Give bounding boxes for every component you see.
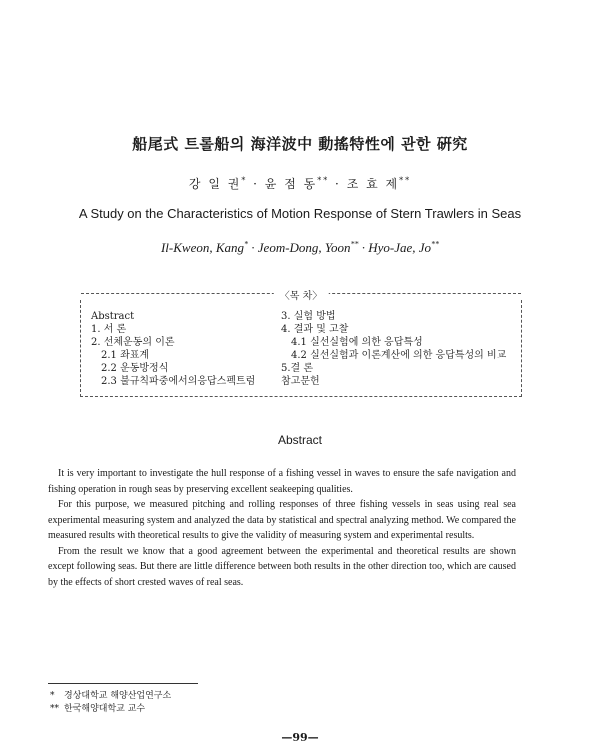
abstract-body xyxy=(48,466,516,590)
table-of-contents xyxy=(80,291,522,397)
abstract-paragraph: It is very important to investigate the hull response of a fishing vessel in waves to ensure the safe navigation and fishing operation in rough seas by preserving excellent seakeeping qualities. xyxy=(48,468,516,495)
toc-heading: 〈목 차〉 xyxy=(274,287,329,302)
toc-column-right xyxy=(281,310,506,388)
footnote-text: 한국해양대학교 교수 xyxy=(64,704,146,714)
author-separator: · xyxy=(253,177,259,191)
toc-entry: 2. 선체운동의 이론 xyxy=(91,337,175,348)
author-separator: · xyxy=(251,240,255,255)
footnote-mark: * xyxy=(50,691,55,701)
toc-entry: 4.2 실선실험과 이론계산에 의한 응답특성의 비교 xyxy=(291,350,507,361)
footnote xyxy=(50,690,171,703)
abstract-paragraph: From the result we know that a good agreement between the experimental and theoretical results are shown except following seas. But there are little difference between both results in the other direction too, which are caused by the effects of short crested waves of real seas. xyxy=(48,545,516,588)
toc-entry: Abstract xyxy=(91,311,135,322)
toc-entry: 4.1 실선실험에 의한 응답특성 xyxy=(291,337,423,348)
page-number: —99— xyxy=(281,731,319,744)
affiliation-mark: ** xyxy=(350,239,359,249)
author-name: Jeom-Dong, Yoon xyxy=(257,240,351,255)
author-name: 강 일 권 xyxy=(188,177,242,191)
author-separator: · xyxy=(335,177,341,191)
affiliation-mark: ** xyxy=(431,239,440,249)
author-name: 윤 점 동 xyxy=(264,177,318,191)
footnote-rule xyxy=(48,683,198,684)
footnote-mark: ** xyxy=(50,704,59,714)
toc-top-border xyxy=(81,291,521,302)
author-name: 조 효 제 xyxy=(346,177,400,191)
toc-entry: 4. 결과 및 고찰 xyxy=(281,324,349,335)
author-name: Hyo-Jae, Jo xyxy=(368,240,432,255)
affiliation-mark: ** xyxy=(399,176,412,185)
abstract-heading: Abstract xyxy=(277,433,322,447)
toc-entry: 2.1 좌표계 xyxy=(101,350,150,361)
toc-entry: 1. 서 론 xyxy=(91,324,127,335)
toc-column-left xyxy=(91,310,255,388)
author-list-english xyxy=(0,240,600,256)
footnote xyxy=(50,703,171,716)
author-name: Il-Kweon, Kang xyxy=(160,240,245,255)
toc-entry: 5.결 론 xyxy=(281,363,314,374)
paper-title-english: A Study on the Characteristics of Motion Response of Stern Trawlers in Seas xyxy=(78,206,522,221)
toc-entry: 2.2 운동방정식 xyxy=(101,363,169,374)
paper-title-korean: 船尾式 트롤船의 海洋波中 動搖特性에 관한 硏究 xyxy=(132,135,468,153)
toc-entry: 2.3 불규칙파중에서의응답스펙트럼 xyxy=(101,376,256,387)
toc-entry: 참고문헌 xyxy=(281,376,320,387)
footnote-text: 경상대학교 해양산업연구소 xyxy=(64,691,172,701)
author-separator: · xyxy=(361,240,365,255)
abstract-paragraph: For this purpose, we measured pitching and rolling responses of three fishing vessels in seas using real sea experimental measuring system and analyzed the data by statistical and spectral analyzing method. We compared the measured results with theoretical results to give the validity of measuring system and experimental results. xyxy=(48,499,516,541)
author-list-korean xyxy=(0,175,600,192)
affiliation-mark: ** xyxy=(317,176,330,185)
toc-entry: 3. 실험 방법 xyxy=(281,311,336,322)
affiliation-mark: * xyxy=(244,239,249,249)
affiliation-mark: * xyxy=(241,176,248,185)
footnotes xyxy=(50,690,171,716)
